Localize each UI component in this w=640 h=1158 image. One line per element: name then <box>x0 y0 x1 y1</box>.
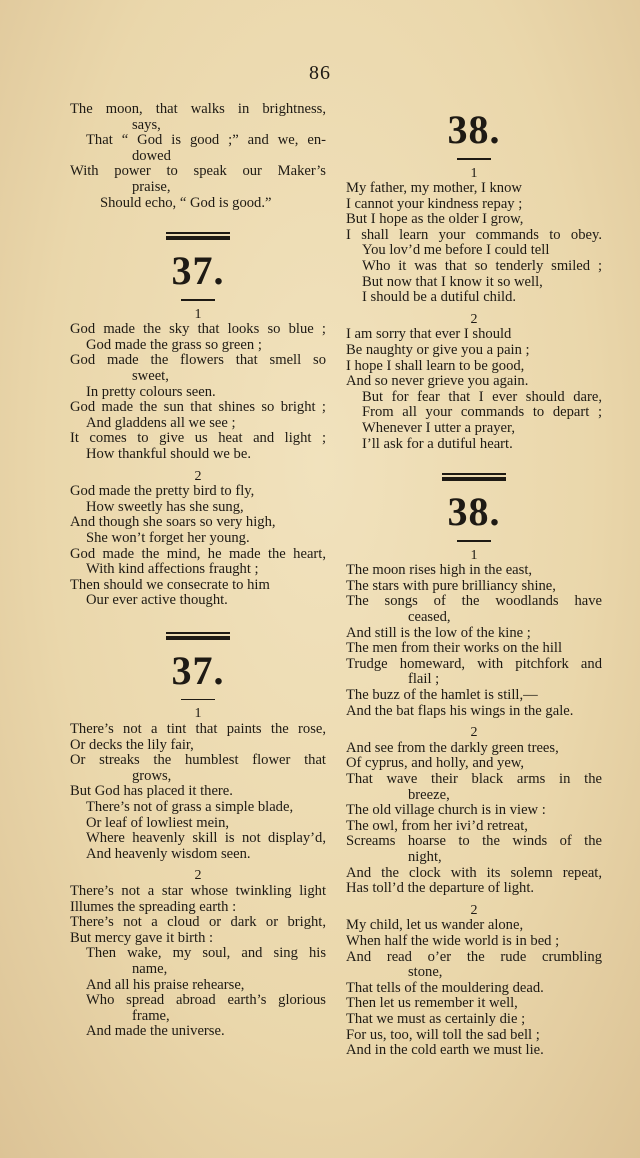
verse-line: That we must as certainly die ; <box>346 1011 526 1027</box>
hymn-number: 38. <box>447 489 501 535</box>
hymn-number: 37. <box>171 647 225 693</box>
verse-line: The moon rises high in the east, <box>346 563 533 579</box>
intro-stanza <box>70 102 326 211</box>
verse-number: 1 <box>194 306 202 322</box>
verse-number: 2 <box>470 902 478 918</box>
verse-line: The songs of the woodlands have <box>346 594 602 610</box>
verse-line: It comes to give us heat and light ; <box>70 431 326 447</box>
section-divider <box>166 231 230 241</box>
verse-line: sweet, <box>132 369 169 385</box>
title-rule <box>457 540 491 542</box>
verse-line: And read o’er the rude crumbling <box>346 949 602 965</box>
verse-line: name, <box>132 961 168 977</box>
verse-line: But God has placed it there. <box>70 784 233 800</box>
verse-line: God made the grass so green ; <box>86 337 262 353</box>
verse-line: From all your commands to depart ; <box>362 405 602 421</box>
verse-line: The owl, from her ivi’d retreat, <box>346 818 528 834</box>
verse-line: frame, <box>132 1008 170 1024</box>
hymn-body <box>70 706 326 1039</box>
verse-line: Where heavenly skill is not display’d, <box>86 831 326 847</box>
verse-line: And see from the darkly green trees, <box>346 740 559 756</box>
section-divider <box>166 631 230 641</box>
hymn-number: 38. <box>447 107 501 152</box>
verse-line: Who spread abroad earth’s glorious <box>86 993 326 1009</box>
verse-line: says, <box>132 117 161 133</box>
verse-line: Or decks the lily fair, <box>70 737 194 753</box>
verse-line: I’ll ask for a dutiful heart. <box>362 436 513 452</box>
verse-line: But I hope as the older I grow, <box>346 212 524 228</box>
verse-number: 1 <box>194 706 202 722</box>
hymn-body <box>70 307 326 609</box>
section-divider <box>442 472 506 482</box>
verse-line: And still is the low of the kine ; <box>346 625 531 641</box>
verse-line: Screams hoarse to the winds of the <box>346 834 602 850</box>
verse-line: That wave their black arms in the <box>346 772 602 787</box>
verse-line: And the clock with its solemn repeat, <box>346 865 602 881</box>
title-rule <box>181 699 215 701</box>
hymn-body <box>346 166 602 453</box>
verse-line: I should be a dutiful child. <box>362 290 517 306</box>
verse-line: grows, <box>132 768 172 784</box>
verse-number: 2 <box>470 725 478 741</box>
verse-line: Be naughty or give you a pain ; <box>346 343 530 359</box>
verse-line: praise, <box>132 179 171 195</box>
verse-line: I am sorry that ever I should <box>346 327 512 343</box>
verse-line: With power to speak our Maker’s <box>70 164 326 180</box>
verse-line: The buzz of the hamlet is still,— <box>346 688 538 704</box>
verse-line: For us, too, will toll the sad bell ; <box>346 1027 540 1043</box>
verse-line: Who it was that so tenderly smiled ; <box>362 259 602 275</box>
verse-line: And so never grieve you again. <box>346 374 529 390</box>
verse-line: God made the pretty bird to fly, <box>70 484 255 500</box>
verse-line: I shall learn your commands to obey. <box>346 227 602 243</box>
verse-line: Whenever I utter a prayer, <box>362 421 515 436</box>
verse-line: Of cyprus, and holly, and yew, <box>346 756 525 772</box>
verse-line: Our ever active thought. <box>86 593 228 609</box>
verse-number: 1 <box>470 165 478 181</box>
verse-line: But now that I know it so well, <box>362 274 543 290</box>
verse-line: When half the wide world is in bed ; <box>346 933 560 949</box>
verse-line: That “ God is good ;” and we, en- <box>86 133 326 149</box>
verse-line: But for fear that I ever should dare, <box>362 389 602 405</box>
left-column <box>70 102 326 1040</box>
verse-line: With kind affections fraught ; <box>86 562 259 578</box>
title-rule <box>457 158 491 160</box>
verse-line: Then let us remember it well, <box>346 996 518 1012</box>
verse-line: God made the mind, he made the heart, <box>70 546 326 562</box>
verse-line: The stars with pure brilliancy shine, <box>346 578 556 594</box>
verse-line: How thankful should we be. <box>86 447 251 462</box>
verse-line: Then should we consecrate to him <box>70 577 270 593</box>
verse-line: There’s not of grass a simple blade, <box>86 800 294 815</box>
verse-line: How sweetly has she sung, <box>86 499 244 515</box>
hymn-number: 37. <box>171 248 225 294</box>
verse-line: In pretty colours seen. <box>86 384 216 400</box>
verse-number: 1 <box>470 547 478 563</box>
verse-line: She won’t forget her young. <box>86 530 250 546</box>
verse-line: Or streaks the humblest flower that <box>70 753 326 769</box>
verse-line: And gladdens all we see ; <box>86 415 236 431</box>
verse-line: The moon, that walks in brightness, <box>70 102 326 117</box>
verse-line: And the bat flaps his wings in the gale. <box>346 703 574 719</box>
verse-line: God made the sky that looks so blue ; <box>70 322 326 338</box>
right-column <box>346 102 602 1059</box>
verse-line: dowed <box>132 148 171 164</box>
verse-line: My father, my mother, I know <box>346 181 522 197</box>
verse-line: I hope I shall learn to be good, <box>346 358 525 374</box>
verse-line: God made the flowers that smell so <box>70 353 326 369</box>
verse-line: I cannot your kindness repay ; <box>346 196 523 212</box>
verse-line: And all his praise rehearse, <box>86 977 245 993</box>
verse-line: There’s not a cloud or dark or bright, <box>70 915 326 931</box>
verse-line: That tells of the mouldering dead. <box>346 980 544 996</box>
verse-line: The old village church is in view : <box>346 803 546 819</box>
verse-line: Illumes the spreading earth : <box>70 899 237 915</box>
verse-line: stone, <box>408 965 443 981</box>
verse-line: But mercy gave it birth : <box>70 930 214 946</box>
verse-line: Then wake, my soul, and sing his <box>86 946 326 962</box>
verse-line: There’s not a tint that paints the rose, <box>70 722 326 738</box>
page-number: 86 <box>309 62 331 84</box>
verse-line: Has toll’d the departure of light. <box>346 881 535 897</box>
verse-line: And made the universe. <box>86 1024 225 1040</box>
verse-number: 2 <box>194 868 202 884</box>
verse-line: ceased, <box>408 610 451 626</box>
verse-line: There’s not a star whose twinkling light <box>70 883 326 899</box>
verse-line: Or leaf of lowliest mein, <box>86 815 230 831</box>
verse-line: And though she soars so very high, <box>70 515 276 531</box>
verse-line: night, <box>408 849 442 865</box>
verse-number: 2 <box>470 311 478 327</box>
verse-line: God made the sun that shines so bright ; <box>70 400 326 416</box>
title-rule <box>181 299 215 301</box>
verse-line: And in the cold earth we must lie. <box>346 1043 544 1059</box>
verse-line: breeze, <box>408 787 450 803</box>
verse-line: Trudge homeward, with pitchfork and <box>346 656 602 672</box>
verse-line: Should echo, “ God is good.” <box>100 195 272 211</box>
hymn-body <box>346 548 602 1059</box>
verse-number: 2 <box>194 468 202 484</box>
verse-line: You lov’d me before I could tell <box>362 243 550 259</box>
verse-line: My child, let us wander alone, <box>346 918 524 934</box>
verse-line: The men from their works on the hill <box>346 641 563 657</box>
verse-line: And heavenly wisdom seen. <box>86 846 251 862</box>
verse-line: flail ; <box>408 672 440 688</box>
